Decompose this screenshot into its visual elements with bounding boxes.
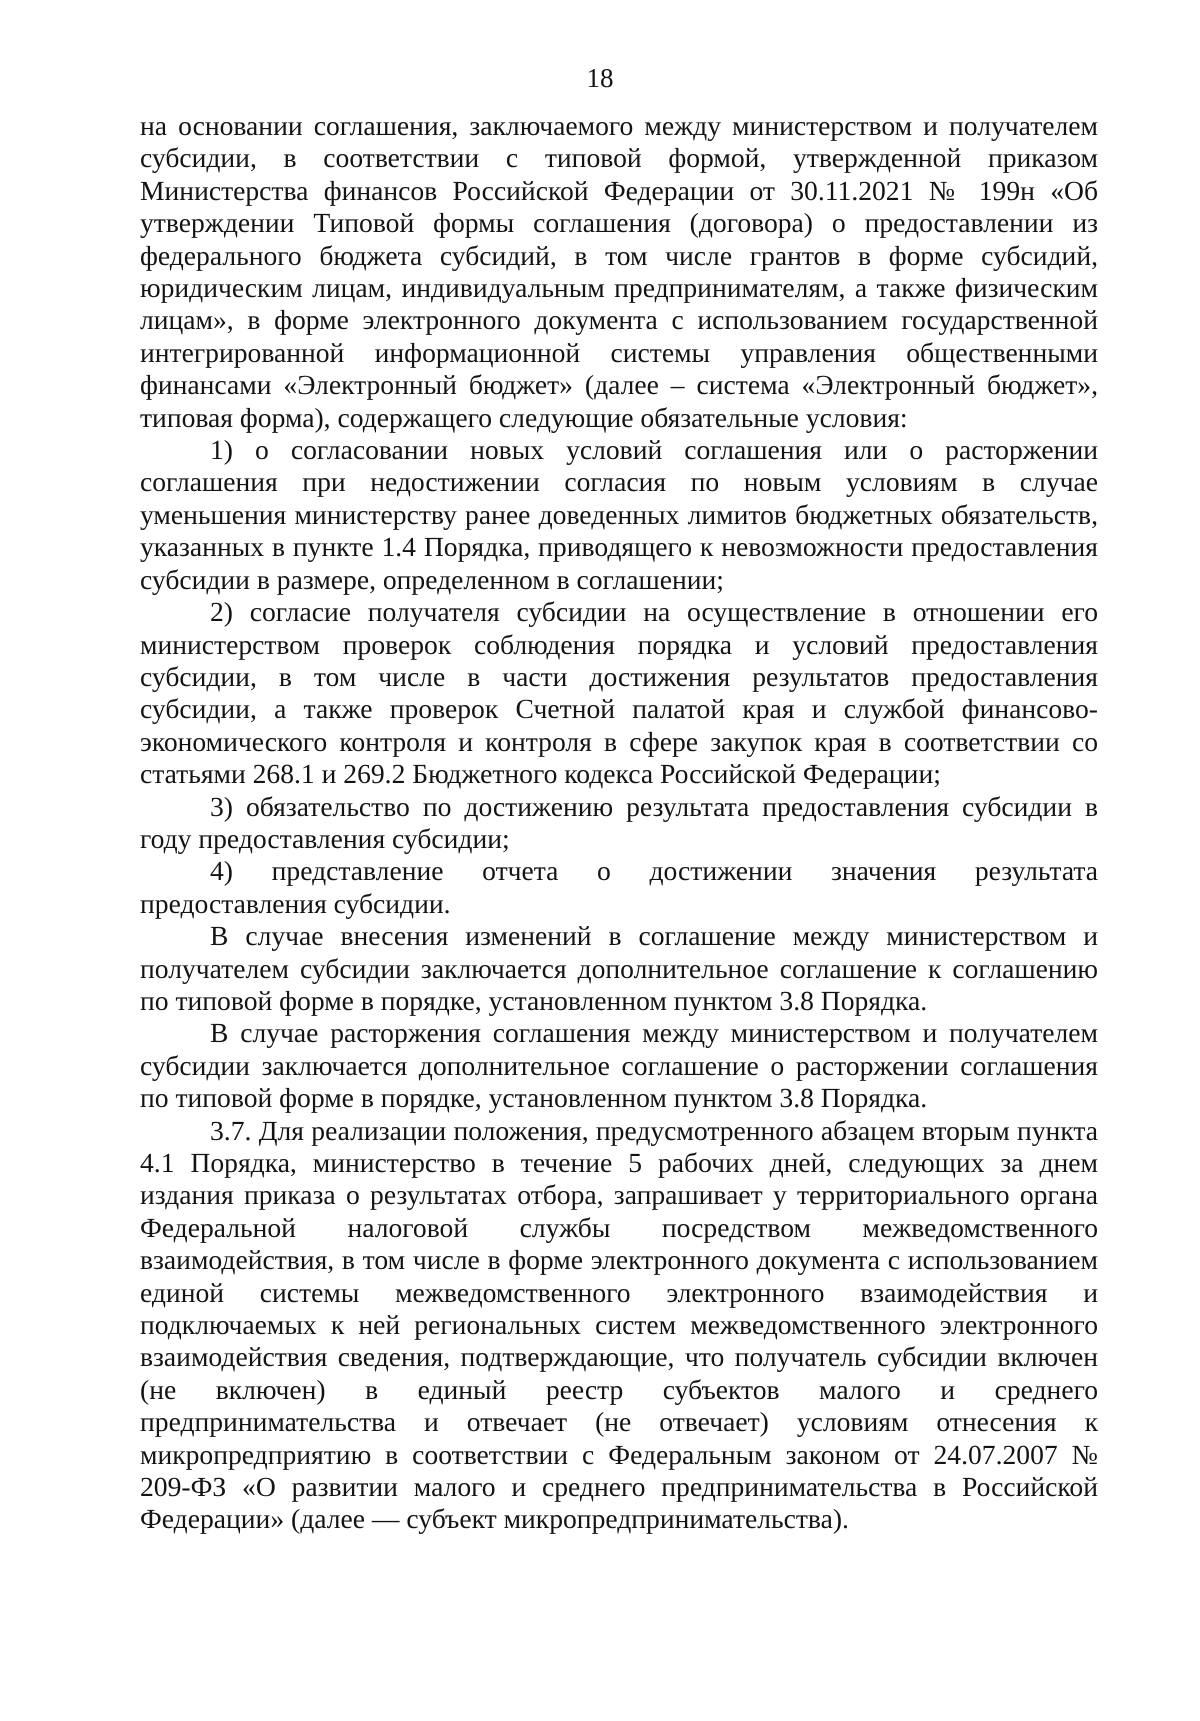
paragraph-amendment: В случае внесения изменений в соглашение между министерством и получателем субсидии заключается дополнительное соглашение к соглашению по типовой форме в порядке, установленном пунктом 3.8 Порядка. bbox=[140, 920, 1098, 1016]
paragraph-condition-4: 4) представление отчета о достижении значения результата предоставления субсидии. bbox=[140, 855, 1098, 919]
document-body bbox=[140, 110, 1098, 1536]
paragraph-termination: В случае расторжения соглашения между министерством и получателем субсидии заключается дополнительное соглашение о расторжении соглашения по типовой форме в порядке, установленном пунктом 3.8 Порядка. bbox=[140, 1017, 1098, 1114]
paragraph-condition-3: 3) обязательство по достижению результата предоставления субсидии в году предоставления субсидии; bbox=[140, 790, 1098, 854]
paragraph-section-3-7: 3.7. Для реализации положения, предусмотренного абзацем вторым пункта 4.1 Порядка, министерство в течение 5 рабочих дней, следующих за днем издания приказа о результатах отбора, запрашивает у территориального органа Федеральной налоговой службы посредством межведомственного взаимодействия, в том числе в форме электронного документа с использованием единой системы межведомственного электронного взаимодействия и подключаемых к ней региональных систем межведомственного электронного взаимодействия сведения, подтверждающие, что получатель субсидии включен (не включен) в единый реестр субъектов малого и среднего предпринимательства и отвечает (не отвечает) условиям отнесения к микропредприятию в соответствии с Федеральным законом от 24.07.2007 № 209-ФЗ «О развитии малого и среднего предпринимательства в Российской Федерации» (далее — субъект микропредпринимательства). bbox=[140, 1114, 1098, 1535]
page-number: 18 bbox=[586, 63, 614, 93]
paragraph-condition-1: 1) о согласовании новых условий соглашения или о расторжении соглашения при недостижении согласия по новым условиям в случае уменьшения министерству ранее доведенных лимитов бюджетных обязательств, указанных в пункте 1.4 Порядка, приводящего к невозможности предоставления субсидии в размере, определенном в соглашении; bbox=[140, 434, 1098, 595]
paragraph-condition-2: 2) согласие получателя субсидии на осуществление в отношении его министерством проверок соблюдения порядка и условий предоставления субсидии, в том числе в части достижения результатов предоставления субсидии, а также проверок Счетной палатой края и службой финансово-экономического контроля и контроля в сфере закупок края в соответствии со статьями 268.1 и 269.2 Бюджетного кодекса Российской Федерации; bbox=[140, 596, 1098, 790]
paragraph-agreement-basis: на основании соглашения, заключаемого между министерством и получателем субсидии, в соответствии с типовой формой, утвержденной приказом Министерства финансов Российской Федерации от 30.11.2021 № 199н «Об утверждении Типовой формы соглашения (договора) о предоставлении из федерального бюджета субсидий, в том числе грантов в форме субсидий, юридическим лицам, индивидуальным предпринимателям, а также физическим лицам», в форме электронного документа с использованием государственной интегрированной информационной системы управления общественными финансами «Электронный бюджет» (далее – система «Электронный бюджет», типовая форма), содержащего следующие обязательные условия: bbox=[140, 110, 1098, 433]
